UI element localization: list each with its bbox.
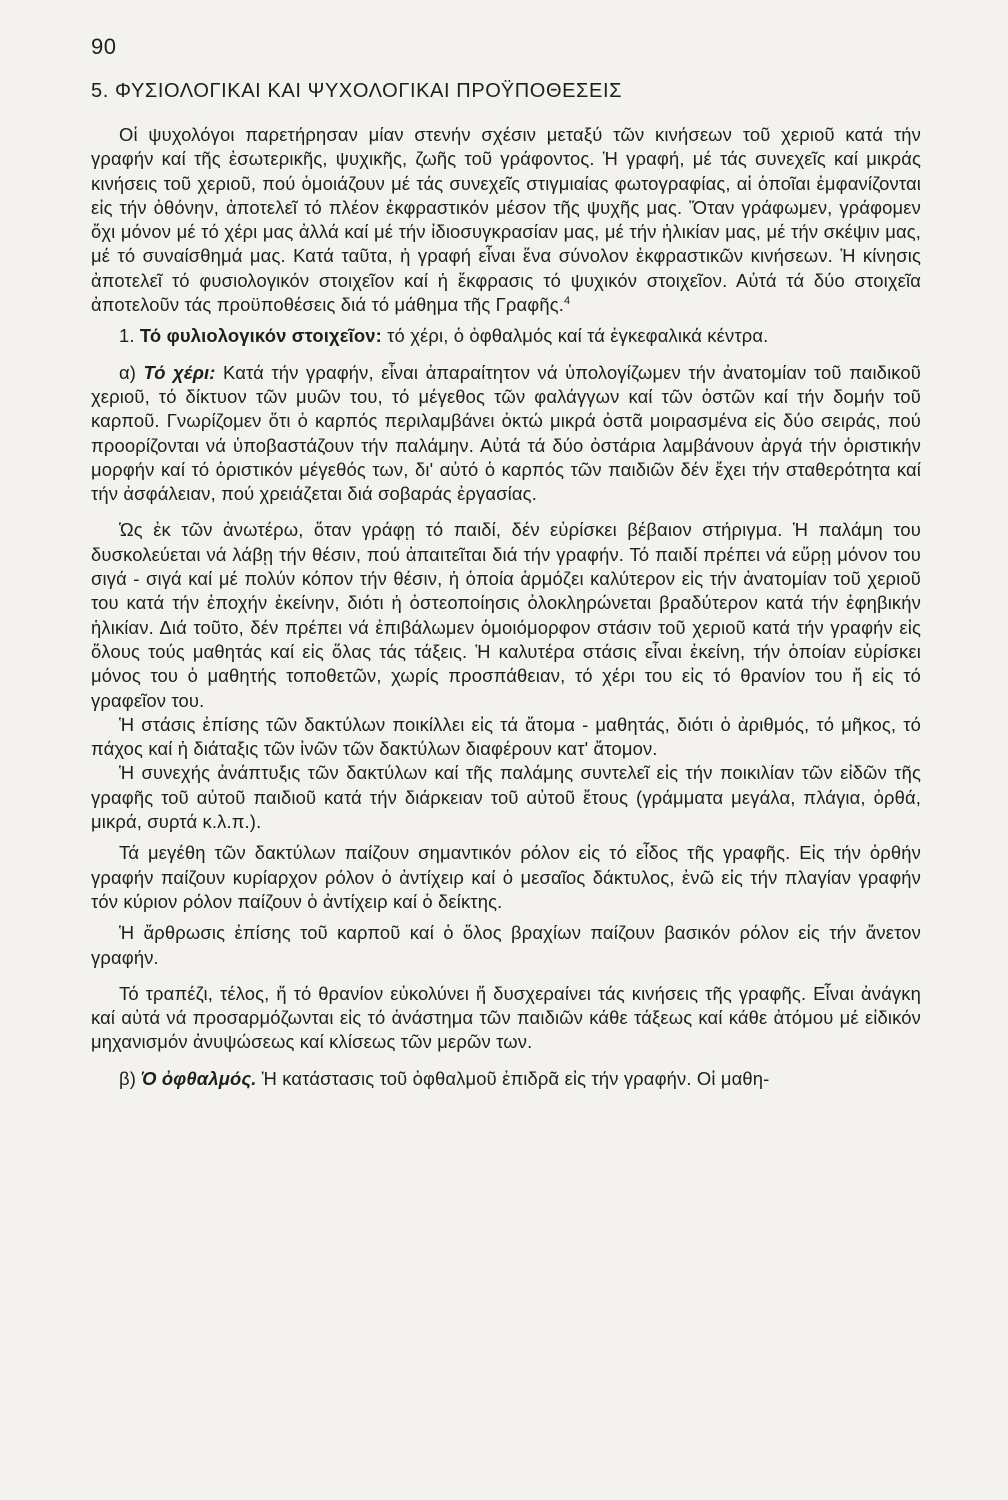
subsection-a xyxy=(91,361,921,507)
subsection-b-text: Ἡ κατάστασις τοῦ ὀφθαλμοῦ ἐπιδρᾶ εἰς τήν γραφήν. Οἱ μαθη- xyxy=(261,1067,770,1089)
paragraph-6: Τά μεγέθη τῶν δακτύλων παίζουν σημαντικόν ρόλον εἰς τό εἶδος τῆς γραφῆς. Εἰς τήν ὀρθήν γραφήν παίζουν κυρίαρχον ρόλον ὁ ἀντίχειρ καί ὁ μεσαῖος δάκτυλος, ἐνῶ εἰς τήν πλαγίαν γραφήν τόν κύριον ρόλον παίζουν ὁ ἀντίχειρ καί ὁ δείκτης. xyxy=(91,842,921,912)
paragraph-intro xyxy=(91,123,921,317)
item-1-title: Τό φυλιολογικόν στοιχεῖον: xyxy=(139,325,382,347)
subsection-a-title: Τό χέρι: xyxy=(143,361,216,383)
subsection-a-text: Κατά τήν γραφήν, εἶναι ἀπαραίτητον νά ὑπολογίζωμεν τήν ἀνατομίαν τοῦ παιδικοῦ χεριοῦ, τό δίκτυον τῶν μυῶν του, τό μέγεθος τῶν φαλάγγων καί τῶν ὀστῶν καί τήν δομήν τοῦ καρποῦ. Γνωρίζομεν ὅτι ὁ καρπός περιλαμβάνει ὀκτώ μικρά ὀστᾶ μοιρασμένα εἰς δύο σειράς, πού προορίζονται νά ὑποβαστάζουν τήν παλάμην. Αὐτά τά δύο ὀστάρια λαμβάνουν ἀργά τήν ὁριστικήν μορφήν καί τό ὁριστικόν μέγεθός των, δι' αὐτό ὁ καρπός τῶν παιδιῶν δέν ἔχει τήν σταθερότητα καί τήν ἀσφάλειαν, πού χρειάζεται διά σοβαράς ἐργασίας. xyxy=(91,361,922,505)
paragraph-3: Ὡς ἐκ τῶν ἀνωτέρω, ὅταν γράφῃ τό παιδί, δέν εὑρίσκει βέβαιον στήριγμα. Ἡ παλάμη του δυσκολεύεται νά λάβῃ τήν θέσιν, πού ἀπαιτεῖται διά τήν γραφήν. Τό παιδί πρέπει νά εὕρῃ μόνον του σιγά - σιγά καί μέ πολύν κόπον τήν θέσιν, ἡ ὁποία ἁρμόζει καλύτερον εἰς τήν ἀνατομίαν τοῦ χεριοῦ του κατά τήν ἐποχήν ἐκείνην, διότι ἡ ὀστεοποίησις ὁλοκληρώνεται βραδύτερον κατά τήν ἐφηβικήν ἡλικίαν. Διά τοῦτο, δέν πρέπει νά ἐπιβάλωμεν ὁμοιόμορφον στάσιν τοῦ χεριοῦ κατά τήν γραφήν εἰς ὅλους τούς μαθητάς καί εἰς ὅλας τάς τάξεις. Ἡ καλυτέρα στάσις εἶναι ἐκείνη, τήν ὁποίαν εὑρίσκει μόνος του ὁ μαθητής τοποθετῶν, χωρίς προσπάθειαν, τό χέρι του εἰς τό θρανίον του ἤ εἰς τό γραφεῖον του. xyxy=(91,519,921,711)
item-1-text: τό χέρι, ὁ ὀφθαλμός καί τά ἐγκεφαλικά κέντρα. xyxy=(387,325,769,347)
body-text xyxy=(91,123,921,1091)
item-1-label: 1. xyxy=(119,325,135,347)
paragraph-7: Ἡ ἄρθρωσις ἐπίσης τοῦ καρποῦ καί ὁ ὅλος βραχίων παίζουν βασικόν ρόλον εἰς τήν ἄνετον γραφήν. xyxy=(91,922,921,968)
paragraph-5: Ἡ συνεχής ἀνάπτυξις τῶν δακτύλων καί τῆς παλάμης συντελεῖ εἰς τήν ποικιλίαν τῶν εἰδῶν τῆς γραφῆς τοῦ αὐτοῦ παιδιοῦ κατά τήν διάρκειαν τοῦ αὐτοῦ ἔτους (γράμματα μεγάλα, πλάγια, ὀρθά, μικρά, συρτά κ.λ.π.). xyxy=(91,762,921,833)
paragraph-4: Ἡ στάσις ἐπίσης τῶν δακτύλων ποικίλλει εἰς τά ἄτομα - μαθητάς, διότι ὁ ἀριθμός, τό μῆκος, τό πάχος καί ἡ διάταξις τῶν ἰνῶν τῶν δακτύλων διαφέρουν κατ' ἄτομον. xyxy=(91,713,921,760)
subsection-b xyxy=(91,1067,921,1091)
item-1 xyxy=(91,324,921,348)
section-heading: 5. ΦΥΣΙΟΛΟΓΙΚΑΙ ΚΑΙ ΨΥΧΟΛΟΓΙΚΑΙ ΠΡΟΫΠΟΘΕΣΕΙΣ xyxy=(91,80,623,102)
page-number: 90 xyxy=(91,34,117,59)
subsection-b-title: Ὁ ὀφθαλμός. xyxy=(141,1067,257,1089)
subsection-b-label: β) xyxy=(119,1067,137,1089)
paragraph-8: Τό τραπέζι, τέλος, ἤ τό θρανίον εὐκολύνει ἤ δυσχεραίνει τάς κινήσεις τῆς γραφῆς. Εἶναι ἀνάγκη καί αὐτά νά προσαρμόζωνται εἰς τό ἀνάστημα τῶν παιδιῶν κάθε τάξεως καί κάθε ἀτόμου μέ εἰδικόν μηχανισμόν ἀνυψώσεως καί κλίσεως τῶν μερῶν των. xyxy=(91,982,921,1053)
subsection-a-label: α) xyxy=(119,361,137,383)
footnote-marker: 4 xyxy=(564,295,571,308)
intro-text: Οἱ ψυχολόγοι παρετήρησαν μίαν στενήν σχέσιν μεταξύ τῶν κινήσεων τοῦ χεριοῦ κατά τήν γραφήν καί τῆς ἐσωτερικῆς, ψυχικῆς, ζωῆς τοῦ γράφοντος. Ἡ γραφή, μέ τάς συνεχεῖς καί μικράς κινήσεις τοῦ χεριοῦ, πού ὁμοιάζουν μέ τάς συνεχεῖς στιγμιαίας φωτογραφίας, αἱ ὁποῖαι ἐμφανίζονται εἰς τήν ὀθόνην, ἀποτελεῖ τό πλέον ἐκφραστικόν μέσον τῆς ψυχῆς μας. Ὅταν γράφωμεν, γράφομεν ὄχι μόνον μέ τό χέρι μας ἀλλά καί μέ τήν ἰδιοσυγκρασίαν μας, μέ τήν ἡλικίαν μας, μέ τήν σκέψιν μας, μέ τό συναίσθημά μας. Κατά ταῦτα, ἡ γραφή εἶναι ἕνα σύνολον ἐκφραστικῶν κινήσεων. Ἡ κίνησις ἀποτελεῖ τό φυσιολογικόν στοιχεῖον καί ἡ ἔκφρασις τό ψυχικόν στοιχεῖον. Αὐτά τά δύο στοιχεῖα ἀποτελοῦν τάς προϋποθέσεις διά τό μάθημα τῆς Γραφῆς. xyxy=(91,124,921,316)
